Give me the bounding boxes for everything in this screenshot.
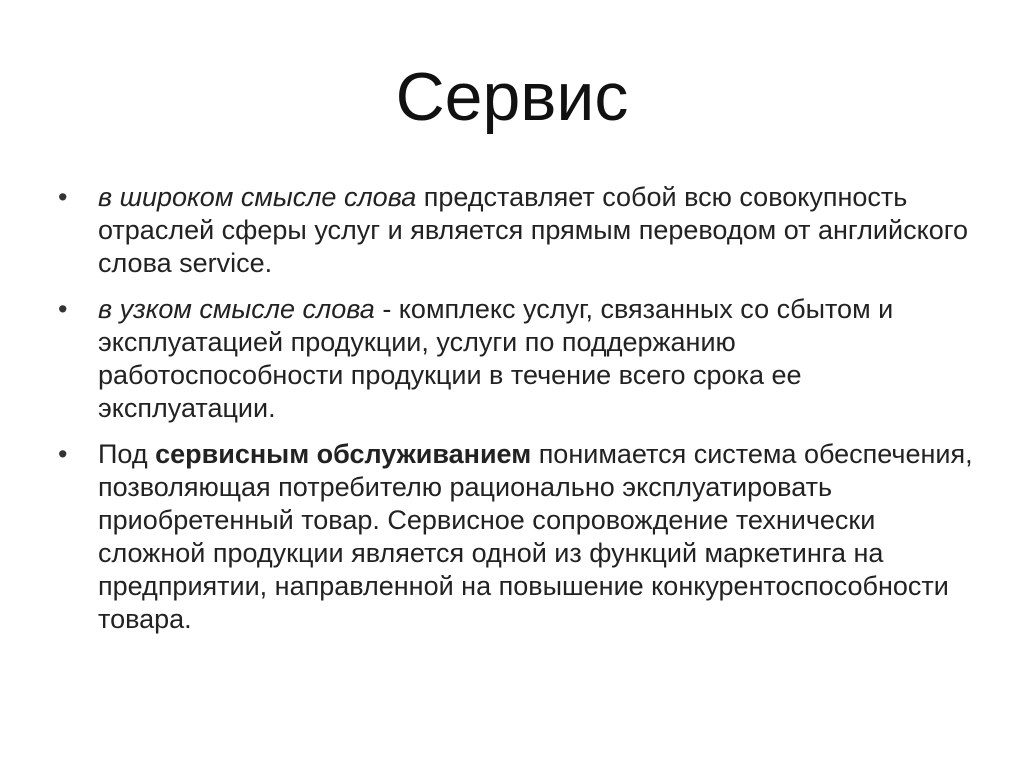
slide-title: Сервис: [395, 59, 629, 135]
bullet-dot: •: [58, 182, 68, 212]
bullet-list: [56, 181, 976, 649]
bullet-bold-term: сервисным обслуживанием: [155, 439, 532, 469]
bullet-text: понимается система обеспечения, позволяющая потребителю рационально эксплуатировать приобретенный товар. Сервисное сопровождение технически сложной продукции является одной из функций маркетинга на предприятии, направленной на повышение конкурентоспособности товара.: [98, 439, 973, 634]
bullet-prefix: Под: [98, 439, 156, 469]
bullet-item-broad-meaning: [56, 181, 976, 280]
bullet-item-service-maintenance: [56, 438, 976, 636]
bullet-italic-lead: в широком смысле слова: [98, 182, 417, 212]
bullet-italic-lead: в узком смысле слова: [98, 294, 375, 324]
bullet-text: представляет собой всю совокупность отраслей сферы услуг и является прямым переводом от английского слова service.: [98, 182, 968, 278]
bullet-item-narrow-meaning: [56, 293, 976, 425]
bullet-text: - комплекс услуг, связанных со сбытом и эксплуатацией продукции, услуги по поддержанию работоспособности продукции в течение всего срока ее эксплуатации.: [98, 294, 894, 423]
bullet-dot: •: [58, 294, 68, 324]
bullet-dot: •: [58, 439, 68, 469]
